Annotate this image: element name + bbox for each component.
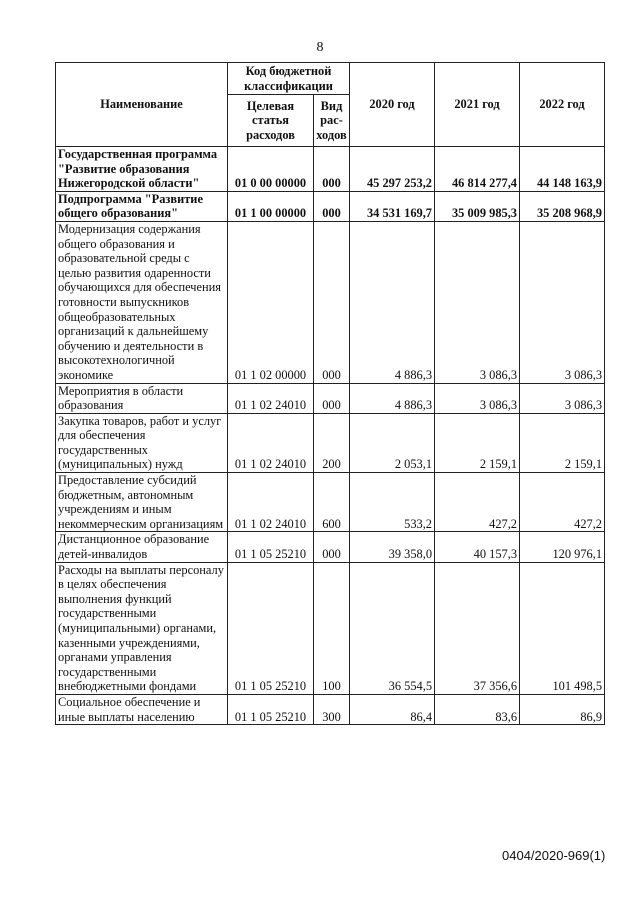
row-name: Социальное обеспечение и иные выплаты населению xyxy=(56,694,228,724)
row-2022: 3 086,3 xyxy=(520,383,605,413)
table-row xyxy=(56,147,605,192)
row-2022: 427,2 xyxy=(520,473,605,532)
row-2022: 2 159,1 xyxy=(520,413,605,472)
table-row xyxy=(56,473,605,532)
row-2021: 3 086,3 xyxy=(435,221,520,383)
row-2020: 533,2 xyxy=(350,473,435,532)
row-name: Закупка товаров, работ и услуг для обеспечения государственных (муниципальных) нужд xyxy=(56,413,228,472)
table-row xyxy=(56,562,605,694)
row-type: 000 xyxy=(314,147,350,192)
row-2021: 427,2 xyxy=(435,473,520,532)
header-2020: 2020 год xyxy=(350,63,435,147)
row-type: 100 xyxy=(314,562,350,694)
row-2021: 40 157,3 xyxy=(435,532,520,562)
row-2020: 39 358,0 xyxy=(350,532,435,562)
row-code: 01 1 00 00000 xyxy=(228,191,314,221)
table-row xyxy=(56,221,605,383)
row-name: Подпрограмма "Развитие общего образования" xyxy=(56,191,228,221)
header-code-group: Код бюджетной классификации xyxy=(228,63,350,95)
row-name: Модернизация содержания общего образования и образовательной среды с целью развития одаренности обучающихся для обеспечения готовности выпускников общеобразовательных организаций к дальнейшему обучению и деятельности в высокотехнологичной экономике xyxy=(56,221,228,383)
row-2021: 3 086,3 xyxy=(435,383,520,413)
row-2020: 36 554,5 xyxy=(350,562,435,694)
row-2020: 4 886,3 xyxy=(350,383,435,413)
row-code: 01 1 05 25210 xyxy=(228,694,314,724)
header-name: Наименование xyxy=(56,63,228,147)
row-2022: 44 148 163,9 xyxy=(520,147,605,192)
row-2022: 35 208 968,9 xyxy=(520,191,605,221)
row-2022: 3 086,3 xyxy=(520,221,605,383)
row-2021: 83,6 xyxy=(435,694,520,724)
row-name: Предоставление субсидий бюджетным, автономным учреждениям и иным некоммерческим организациям xyxy=(56,473,228,532)
table-row xyxy=(56,532,605,562)
row-2021: 35 009 985,3 xyxy=(435,191,520,221)
row-code: 01 1 02 24010 xyxy=(228,473,314,532)
row-name: Дистанционное образование детей-инвалидов xyxy=(56,532,228,562)
budget-table xyxy=(55,62,605,725)
page-number: 8 xyxy=(316,40,324,55)
row-2020: 86,4 xyxy=(350,694,435,724)
row-2022: 120 976,1 xyxy=(520,532,605,562)
header-2022: 2022 год xyxy=(520,63,605,147)
row-code: 01 1 05 25210 xyxy=(228,532,314,562)
row-2020: 45 297 253,2 xyxy=(350,147,435,192)
table-row xyxy=(56,383,605,413)
row-code: 01 1 02 24010 xyxy=(228,383,314,413)
table-row xyxy=(56,694,605,724)
row-name: Расходы на выплаты персоналу в целях обеспечения выполнения функций государственными (муниципальными) органами, казенными учреждениями, органами управления государственными внебюджетными фондами xyxy=(56,562,228,694)
row-2020: 34 531 169,7 xyxy=(350,191,435,221)
header-expense-type: Вид рас-ходов xyxy=(314,95,350,147)
row-type: 600 xyxy=(314,473,350,532)
row-name: Государственная программа "Развитие образования Нижегородской области" xyxy=(56,147,228,192)
row-2022: 86,9 xyxy=(520,694,605,724)
row-code: 01 1 02 24010 xyxy=(228,413,314,472)
table-row xyxy=(56,191,605,221)
row-2022: 101 498,5 xyxy=(520,562,605,694)
document-code: 0404/2020-969(1) xyxy=(502,848,606,863)
row-type: 000 xyxy=(314,532,350,562)
row-2021: 46 814 277,4 xyxy=(435,147,520,192)
row-type: 000 xyxy=(314,221,350,383)
header-target-article: Целевая статья расходов xyxy=(228,95,314,147)
row-code: 01 1 02 00000 xyxy=(228,221,314,383)
row-2020: 4 886,3 xyxy=(350,221,435,383)
row-2021: 37 356,6 xyxy=(435,562,520,694)
row-type: 000 xyxy=(314,191,350,221)
row-2021: 2 159,1 xyxy=(435,413,520,472)
row-type: 300 xyxy=(314,694,350,724)
table-row xyxy=(56,413,605,472)
row-code: 01 1 05 25210 xyxy=(228,562,314,694)
row-type: 000 xyxy=(314,383,350,413)
row-type: 200 xyxy=(314,413,350,472)
header-2021: 2021 год xyxy=(435,63,520,147)
row-2020: 2 053,1 xyxy=(350,413,435,472)
row-code: 01 0 00 00000 xyxy=(228,147,314,192)
row-name: Мероприятия в области образования xyxy=(56,383,228,413)
